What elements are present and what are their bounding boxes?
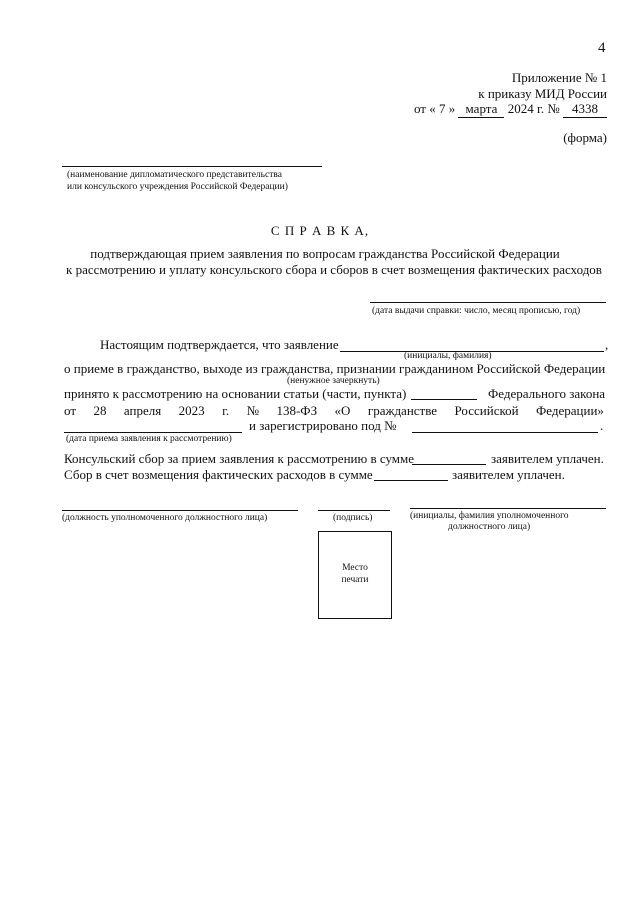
page-number: 4 xyxy=(598,40,606,56)
caption-strike: (ненужное зачеркнуть) xyxy=(287,376,380,386)
body-line-1-end: , xyxy=(605,337,609,352)
signature-line xyxy=(318,510,390,511)
law-word: г. xyxy=(222,403,230,418)
expense-fee-amount-line xyxy=(374,480,448,481)
name-caption-1: (инициалы, фамилия уполномоченного xyxy=(410,511,569,521)
caption-receipt-date: (дата приема заявления к рассмотрению) xyxy=(66,434,232,444)
law-word: 2023 xyxy=(178,403,205,418)
body-line-3-start: принято к рассмотрению на основании статьи (части, пункта) xyxy=(64,386,407,401)
law-word: 138-ФЗ xyxy=(276,403,318,418)
registration-number-line xyxy=(412,432,598,433)
law-word: гражданстве xyxy=(367,403,438,418)
order-month: марта xyxy=(458,101,504,118)
law-word: Российской xyxy=(454,403,519,418)
law-word: «О xyxy=(334,403,351,418)
issue-date-line xyxy=(370,302,606,303)
body-line-4 xyxy=(64,403,604,419)
fee-line-1-start: Консульский сбор за прием заявления к рассмотрению в сумме xyxy=(64,451,414,466)
official-name-line xyxy=(410,508,606,509)
subtitle-line-2: к рассмотрению и уплату консульского сбора и сборов в счет возмещения фактических расходов xyxy=(66,262,602,277)
receipt-date-line xyxy=(64,432,242,433)
institution-caption-2: или консульского учреждения Российской Федерации) xyxy=(67,182,288,192)
document-title: С П Р А В К А, xyxy=(270,223,370,238)
body-line-5-mid: и зарегистрировано под № xyxy=(249,418,397,433)
date-mid: » xyxy=(448,101,456,116)
fee-line-2-start: Сбор в счет возмещения фактических расходов в сумме xyxy=(64,467,373,482)
fee-line-1-end: заявителем уплачен. xyxy=(491,451,604,466)
body-line-1: Настоящим подтверждается, что заявление xyxy=(100,337,339,352)
law-word: от xyxy=(64,403,77,418)
law-word: Федерации» xyxy=(536,403,604,418)
position-caption: (должность уполномоченного должностного лица) xyxy=(62,513,268,523)
law-word: 28 xyxy=(93,403,107,418)
stamp-line-2: печати xyxy=(341,575,369,585)
appendix-line-2: к приказу МИД России xyxy=(478,86,607,101)
order-day: 7 xyxy=(438,101,446,116)
fee-line-2-end: заявителем уплачен. xyxy=(452,467,565,482)
institution-caption-1: (наименование дипломатического представительства xyxy=(67,170,282,180)
consular-fee-amount-line xyxy=(412,464,486,465)
appendix-line-1: Приложение № 1 xyxy=(511,70,607,85)
body-line-5-end: . xyxy=(600,418,604,433)
order-year: 2024 г. № xyxy=(507,101,560,116)
law-word: апреля xyxy=(123,403,162,418)
institution-line xyxy=(62,166,322,167)
caption-initials: (инициалы, фамилия) xyxy=(404,351,492,361)
order-number: 4338 xyxy=(563,101,607,118)
article-blank-line xyxy=(411,399,477,400)
body-line-3-end: Федерального закона xyxy=(488,386,606,401)
stamp-line-1: Место xyxy=(342,563,368,573)
position-line xyxy=(62,510,298,511)
form-label: (форма) xyxy=(563,130,607,145)
law-word: № xyxy=(246,403,260,418)
appendix-order-date xyxy=(414,101,607,118)
name-caption-2: должностного лица) xyxy=(448,522,531,532)
subtitle-line-1: подтверждающая прием заявления по вопросам гражданства Российской Федерации xyxy=(90,246,560,261)
signature-caption: (подпись) xyxy=(333,513,373,523)
issue-date-caption: (дата выдачи справки: число, месяц прописью, год) xyxy=(372,306,581,316)
date-prefix: от « xyxy=(413,101,436,116)
body-line-2: о приеме в гражданство, выходе из гражданства, признании гражданином Российской Федерации xyxy=(64,361,606,376)
